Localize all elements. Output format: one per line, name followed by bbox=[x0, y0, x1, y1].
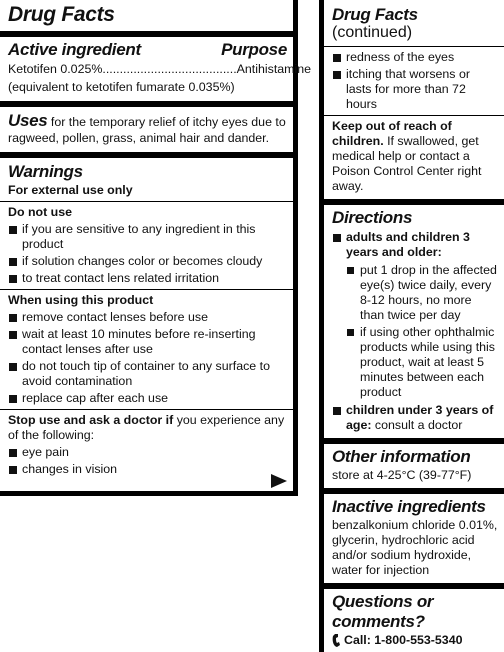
questions-heading: Questions or comments? bbox=[332, 592, 434, 631]
list-item: remove contact lenses before use bbox=[8, 310, 287, 325]
uses-heading: Uses bbox=[8, 111, 48, 130]
uses-section bbox=[0, 107, 293, 146]
adults-sublist bbox=[332, 263, 498, 400]
stop-use-bold: Stop use and ask a doctor if bbox=[8, 413, 174, 427]
active-ingredient-row bbox=[0, 62, 312, 77]
list-item: changes in vision bbox=[8, 462, 287, 477]
adults-heading-text: adults and children 3 years and older: bbox=[346, 230, 470, 259]
when-using-heading: When using this product bbox=[8, 293, 154, 307]
children-text: consult a doctor bbox=[371, 418, 463, 432]
list-item: if solution changes color or becomes cloudy bbox=[8, 254, 287, 269]
drug-facts-panel-left bbox=[0, 0, 312, 496]
adults-heading bbox=[332, 230, 498, 260]
drug-facts-title: Drug Facts bbox=[8, 3, 115, 26]
list-item: if you are sensitive to any ingredient in this product bbox=[8, 222, 287, 252]
do-not-use-heading: Do not use bbox=[8, 205, 73, 219]
stop-use-text: you experience any of the following: bbox=[8, 413, 285, 442]
children-item bbox=[332, 403, 498, 433]
inactive-heading: Inactive ingredients bbox=[332, 497, 486, 516]
list-item: if using other ophthalmic products while using this product, wait at least 5 minutes between each product bbox=[346, 325, 498, 400]
call-text: Call: 1-800-553-5340 bbox=[344, 633, 463, 647]
active-ingredient-heading: Active ingredient bbox=[8, 40, 141, 59]
directions-heading: Directions bbox=[332, 208, 413, 227]
drug-facts-panel-right bbox=[319, 0, 504, 652]
keep-out-bold: Keep out of reach of children. bbox=[332, 119, 452, 148]
continued-title-bold: Drug Facts bbox=[332, 5, 418, 24]
when-using-list bbox=[8, 310, 287, 406]
active-ingredient-name: Ketotifen 0.025%....................................... bbox=[8, 62, 237, 76]
list-item: itching that worsens or lasts for more than 72 hours bbox=[332, 67, 498, 112]
directions-list bbox=[332, 230, 498, 433]
stop-use-section bbox=[0, 410, 293, 477]
do-not-use-list bbox=[8, 222, 287, 286]
continued-list bbox=[332, 50, 498, 112]
other-info-heading: Other information bbox=[332, 447, 471, 466]
list-item: redness of the eyes bbox=[332, 50, 498, 65]
purpose-heading: Purpose bbox=[221, 40, 287, 59]
uses-text: for the temporary relief of itchy eyes due to ragweed, pollen, grass, animal hair and dander. bbox=[8, 115, 286, 145]
stop-use-list bbox=[8, 445, 287, 477]
list-item: to treat contact lens related irritation bbox=[8, 271, 287, 286]
active-ingredient-purpose: Antihistamine bbox=[236, 62, 312, 76]
list-item: eye pain bbox=[8, 445, 287, 460]
external-use-label: For external use only bbox=[8, 183, 133, 197]
active-ingredient-equivalent: (equivalent to ketotifen fumarate 0.035%) bbox=[8, 80, 235, 94]
keep-out-section bbox=[324, 116, 504, 194]
list-item: replace cap after each use bbox=[8, 391, 287, 406]
list-item: do not touch tip of container to any surface to avoid contamination bbox=[8, 359, 287, 389]
warnings-heading: Warnings bbox=[8, 162, 83, 181]
list-item: put 1 drop in the affected eye(s) twice daily, every 8-12 hours, no more than twice per day bbox=[346, 263, 498, 323]
call-line bbox=[332, 633, 498, 648]
continue-arrow-icon bbox=[271, 474, 287, 488]
list-item: wait at least 10 minutes before re-inserting contact lenses after use bbox=[8, 327, 287, 357]
continued-title bbox=[324, 0, 504, 41]
children-bold: children under 3 years of age: bbox=[346, 403, 494, 432]
other-info-text: store at 4-25°C (39-77°F) bbox=[332, 468, 472, 482]
continued-title-rest: (continued) bbox=[332, 24, 413, 41]
inactive-text: benzalkonium chloride 0.01%, glycerin, hydrochloric acid and/or sodium hydroxide, water for injection bbox=[332, 518, 498, 577]
phone-icon bbox=[332, 634, 341, 647]
keep-out-text: If swallowed, get medical help or contact a Poison Control Center right away. bbox=[332, 134, 482, 193]
